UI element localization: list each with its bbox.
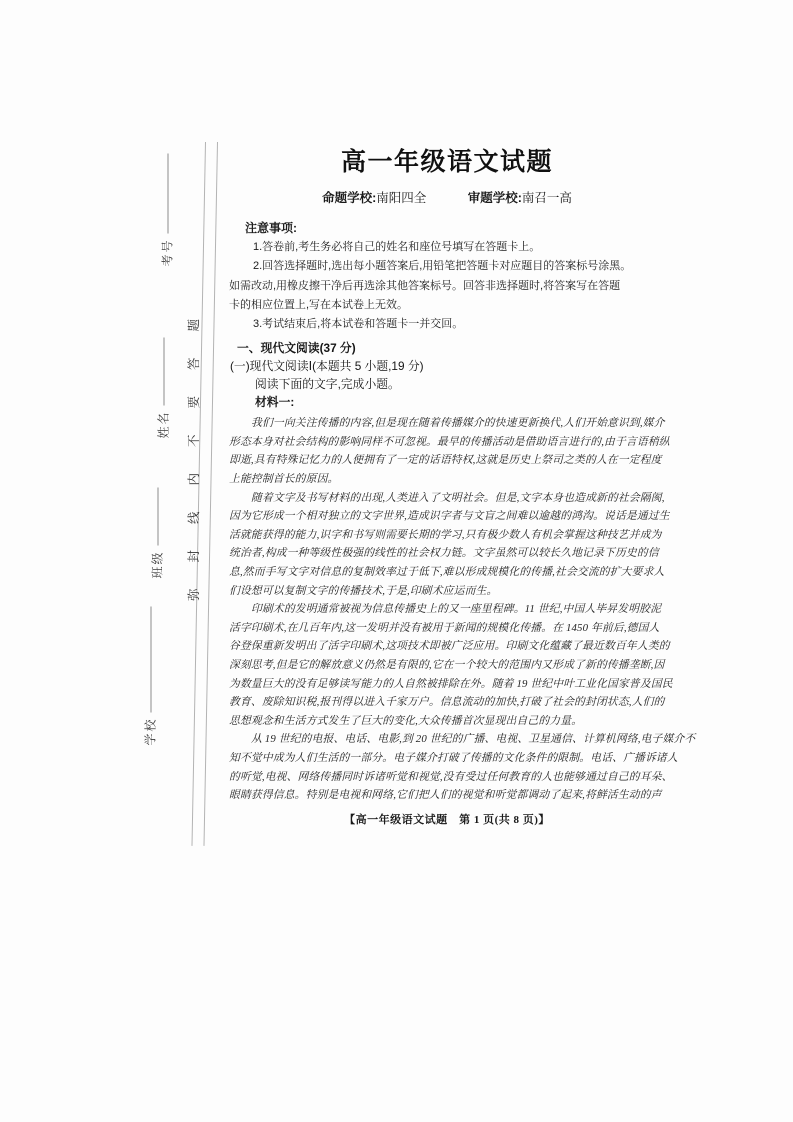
field-label-school: 学校 bbox=[143, 717, 158, 746]
exam-meta bbox=[229, 188, 665, 206]
field-blank-line bbox=[156, 487, 158, 545]
paragraph-line: 深刻思考,但是它的解放意义仍然是有限的,它在一个较大的范围内又形成了新的传播垄断,因 bbox=[229, 658, 665, 671]
paragraph-line: 为数量巨大的没有足够读写能力的人自然被排除在外。随着 19 世纪中叶工业化国家普及国民 bbox=[229, 677, 673, 690]
paragraph-line: 教育、废除知识税,报刊得以进入千家万户。信息流动的加快,打破了社会的封闭状态,人们的 bbox=[229, 696, 665, 709]
paragraph-line: 随着文字及书写材料的出现,人类进入了文明社会。但是,文字本身也造成新的社会隔阂, bbox=[251, 491, 665, 504]
paragraph-line: 息,然而手写文字对信息的复制效率过于低下,难以形成规模化的传播,社会交流的扩大要求人 bbox=[229, 565, 665, 578]
reviewer-school-label: 审题学校: bbox=[467, 191, 522, 205]
setter-school-value: 南阳四全 bbox=[376, 191, 427, 205]
paragraph-line: 知不觉中成为人们生活的一部分。电子媒介打破了传播的文化条件的限制。电话、广播诉诸人 bbox=[229, 751, 678, 764]
setter-school bbox=[322, 191, 426, 205]
paragraph-line: 谷登保重新发明出了活字印刷术,这项技术即被广泛应用。印刷文化蕴藏了最近数百年人类的 bbox=[229, 640, 670, 653]
reading-instruction: 阅读下面的文字,完成小题。 bbox=[255, 377, 400, 392]
seal-warning-text: 弥封线内不要答题 bbox=[187, 292, 201, 602]
field-blank-line bbox=[149, 606, 151, 712]
field-school bbox=[142, 606, 159, 745]
section-heading: 一、现代文阅读(37 分) bbox=[237, 341, 356, 356]
notice-line: 1.答卷前,考生务必将自己的姓名和座位号填写在答题卡上。 bbox=[253, 241, 541, 254]
material-label: 材料一: bbox=[255, 395, 295, 410]
field-label-class: 班级 bbox=[150, 550, 165, 579]
section-block bbox=[229, 339, 665, 411]
field-exam-number bbox=[159, 153, 176, 266]
paragraph-line: 活字印刷术,在几百年内,这一发明并没有被用于新闻的规模化传播。在 1450 年前后,德国人 bbox=[229, 621, 660, 634]
field-blank-line bbox=[162, 337, 164, 405]
setter-school-label: 命题学校: bbox=[322, 191, 377, 205]
field-label-student-name: 姓名 bbox=[156, 410, 171, 439]
field-blank-line bbox=[166, 153, 168, 233]
notice-line: 卡的相应位置上,写在本试卷上无效。 bbox=[229, 298, 409, 311]
page-footer: 【高一年级语文试题 第 1 页(共 8 页)】 bbox=[344, 813, 550, 826]
paragraph-line: 我们一向关注传播的内容,但是现在随着传播媒介的快速更新换代,人们开始意识到,媒介 bbox=[251, 417, 665, 430]
paragraph-line: 因为它形成一个相对独立的文字世界,造成识字者与文盲之间难以逾越的鸿沟。说话是通过生 bbox=[229, 510, 670, 523]
page-title: 高一年级语文试题 bbox=[340, 148, 553, 176]
paragraph-line: 们设想可以复制文字的传播技术,于是,印刷术应运而生。 bbox=[229, 584, 498, 597]
notice-line: 2.回答选择题时,选出每小题答案后,用铅笔把答题卡对应题目的答案标号涂黑。 bbox=[253, 260, 632, 273]
paragraph-line: 即逝,具有特殊记忆力的人便拥有了一定的话语特权,这就是历史上祭司之类的人在一定程度 bbox=[229, 454, 662, 467]
notice-block bbox=[229, 219, 665, 334]
subsection-heading: (一)现代文阅读Ⅰ(本题共 5 小题,19 分) bbox=[230, 359, 424, 374]
seal-line-outer bbox=[203, 142, 218, 846]
paragraph-line: 活就能获得的能力,识字和书写则需要长期的学习,只有极少数人有机会掌握这种技艺并成为 bbox=[229, 528, 662, 541]
paragraph-line: 统治者,构成一种等级性极强的线性的社会权力链。文字虽然可以较长久地记录下历史的信 bbox=[229, 547, 659, 560]
reviewer-school bbox=[468, 191, 572, 205]
field-class bbox=[149, 487, 166, 578]
paragraph-line: 思想观念和生活方式发生了巨大的变化,大众传播首次显现出自己的力量。 bbox=[229, 714, 583, 727]
reading-material bbox=[229, 414, 696, 804]
field-label-exam-number: 考号 bbox=[160, 238, 175, 267]
paragraph-line: 印刷术的发明通常被视为信息传播史上的又一座里程碑。11 世纪,中国人毕昇发明胶泥 bbox=[251, 603, 662, 616]
field-student-name bbox=[155, 337, 172, 438]
notice-heading: 注意事项: bbox=[245, 221, 297, 235]
paragraph-line: 上能控制首长的原因。 bbox=[229, 473, 339, 485]
paragraph-line: 的听觉,电视、网络传播同时诉诸听觉和视觉,没有受过任何教育的人也能够通过自己的耳朵、 bbox=[229, 770, 673, 783]
paragraph-line: 形态本身对社会结构的影响同样不可忽视。最早的传播活动是借助语言进行的,由于言语稍纵 bbox=[229, 435, 670, 448]
notice-line: 3.考试结束后,将本试卷和答题卡一并交回。 bbox=[253, 318, 464, 331]
notice-line: 如需改动,用橡皮擦干净后再选涂其他答案标号。回答非选择题时,将答案写在答题 bbox=[229, 279, 621, 292]
reviewer-school-value: 南召一高 bbox=[521, 191, 572, 205]
paragraph-line: 眼睛获得信息。特别是电视和网络,它们把人们的视觉和听觉都调动了起来,将鲜活生动的声 bbox=[229, 789, 662, 802]
paragraph-line: 从 19 世纪的电报、电话、电影,到 20 世纪的广播、电视、卫星通信、计算机网络,电子媒介不 bbox=[251, 733, 696, 746]
exam-page-content bbox=[229, 142, 696, 827]
